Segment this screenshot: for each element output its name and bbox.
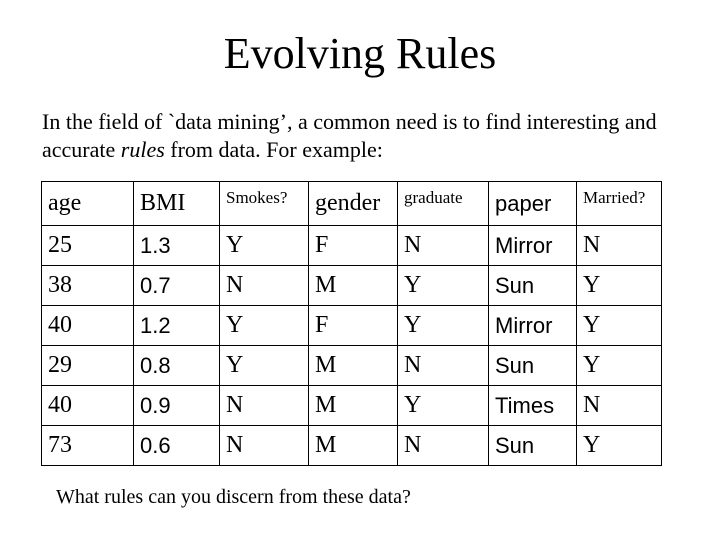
cell-graduate: Y: [398, 306, 489, 346]
cell-paper: Times: [489, 386, 577, 426]
table-row: [42, 346, 662, 386]
header-age: age: [42, 182, 134, 226]
closing-question: What rules can you discern from these data?: [56, 486, 411, 508]
intro-text: [42, 108, 718, 164]
cell-gender: M: [309, 346, 398, 386]
header-paper: paper: [489, 182, 577, 226]
header-gender: gender: [309, 182, 398, 226]
data-table: [41, 181, 662, 466]
cell-age: 73: [42, 426, 134, 466]
cell-gender: F: [309, 306, 398, 346]
cell-bmi: 0.6: [134, 426, 220, 466]
cell-graduate: Y: [398, 266, 489, 306]
intro-rules-emphasis: rules: [120, 137, 165, 162]
cell-married: Y: [577, 426, 662, 466]
intro-line-1: In the field of `data mining’, a common need is to find interesting and: [42, 109, 657, 134]
table-row: [42, 306, 662, 346]
cell-graduate: Y: [398, 386, 489, 426]
cell-graduate: N: [398, 346, 489, 386]
cell-age: 38: [42, 266, 134, 306]
cell-gender: M: [309, 386, 398, 426]
cell-bmi: 0.7: [134, 266, 220, 306]
header-bmi: BMI: [134, 182, 220, 226]
header-married: Married?: [577, 182, 662, 226]
cell-smokes: N: [220, 386, 309, 426]
cell-bmi: 1.2: [134, 306, 220, 346]
cell-smokes: Y: [220, 226, 309, 266]
cell-smokes: Y: [220, 346, 309, 386]
header-smokes: Smokes?: [220, 182, 309, 226]
cell-paper: Mirror: [489, 226, 577, 266]
cell-graduate: N: [398, 226, 489, 266]
slide-title: Evolving Rules: [223, 29, 497, 78]
table-row: [42, 426, 662, 466]
cell-married: N: [577, 386, 662, 426]
cell-bmi: 1.3: [134, 226, 220, 266]
cell-paper: Sun: [489, 426, 577, 466]
cell-age: 40: [42, 386, 134, 426]
header-graduate: graduate: [398, 182, 489, 226]
cell-age: 40: [42, 306, 134, 346]
table-row: [42, 226, 662, 266]
table-header-row: [42, 182, 662, 226]
cell-paper: Sun: [489, 266, 577, 306]
cell-paper: Sun: [489, 346, 577, 386]
cell-gender: F: [309, 226, 398, 266]
cell-bmi: 0.8: [134, 346, 220, 386]
cell-married: Y: [577, 306, 662, 346]
cell-smokes: Y: [220, 306, 309, 346]
cell-married: N: [577, 226, 662, 266]
cell-gender: M: [309, 426, 398, 466]
cell-smokes: N: [220, 426, 309, 466]
cell-gender: M: [309, 266, 398, 306]
intro-line-2-start: accurate: [42, 137, 121, 162]
cell-age: 29: [42, 346, 134, 386]
cell-paper: Mirror: [489, 306, 577, 346]
table-row: [42, 266, 662, 306]
cell-married: Y: [577, 346, 662, 386]
cell-married: Y: [577, 266, 662, 306]
cell-age: 25: [42, 226, 134, 266]
cell-graduate: N: [398, 426, 489, 466]
intro-line-2-end: from data. For example:: [164, 137, 383, 162]
cell-smokes: N: [220, 266, 309, 306]
table-row: [42, 386, 662, 426]
cell-bmi: 0.9: [134, 386, 220, 426]
